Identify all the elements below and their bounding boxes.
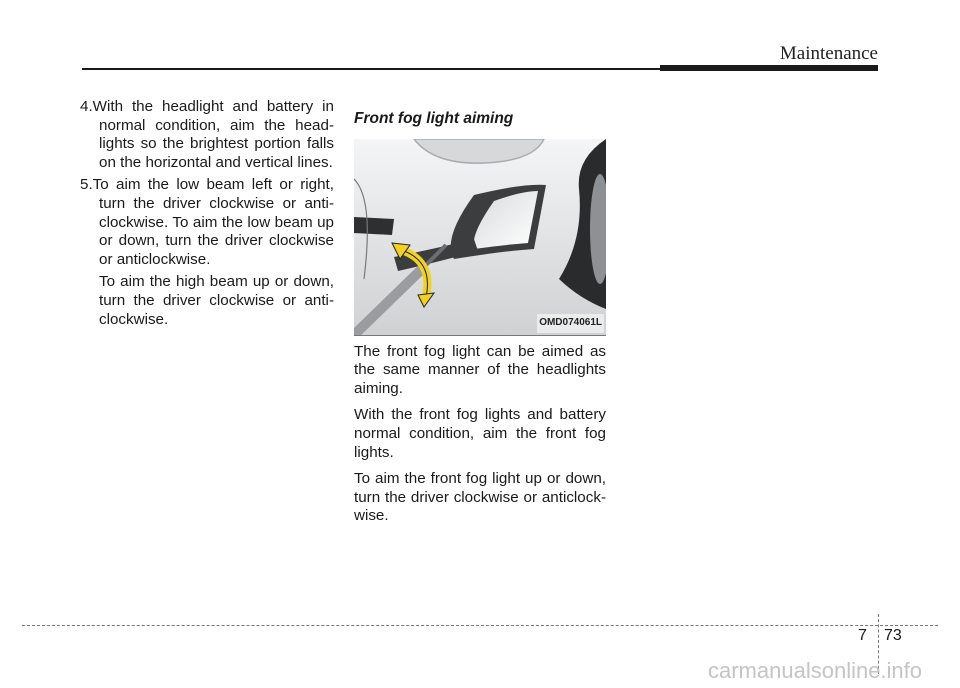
step-4: 4.With the headlight and battery in normal condition, aim the headlights so the brightest portion falls on the horizontal and vertical lines. [80, 98, 334, 171]
section-header-title: Maintenance [779, 43, 878, 64]
step-5: 5.To aim the low beam left or right, turn the driver clockwise or anticlockwise. To aim the low beam up or down, turn the driver clockwise or anticlockwise. [80, 176, 334, 268]
footer-dashed-line [22, 625, 938, 626]
page-number: 73 [884, 627, 902, 644]
fog-light-heading: Front fog light aiming [354, 110, 514, 127]
header-rule-thin [82, 68, 660, 70]
fog-paragraph-2: With the front fog lights and battery normal condition, aim the front fog lights. [354, 406, 606, 461]
step-5-high-beam: To aim the high beam up or down, turn the driver clockwise or anticlockwise. [99, 273, 334, 328]
fog-light-illustration [354, 139, 606, 335]
chapter-number: 7 [858, 627, 867, 644]
fog-light-figure [354, 139, 606, 336]
figure-code: OMD074061L [537, 314, 604, 333]
fog-light-section [354, 110, 606, 526]
header-rule-thick [660, 65, 878, 71]
fog-paragraph-1: The front fog light can be aimed as the same manner of the headlights aiming. [354, 342, 606, 397]
watermark: carmanualsonline.info [708, 658, 923, 683]
fog-paragraph-3: To aim the front fog light up or down, turn the driver clockwise or anticlockwise. [354, 470, 606, 525]
left-column [80, 98, 334, 329]
